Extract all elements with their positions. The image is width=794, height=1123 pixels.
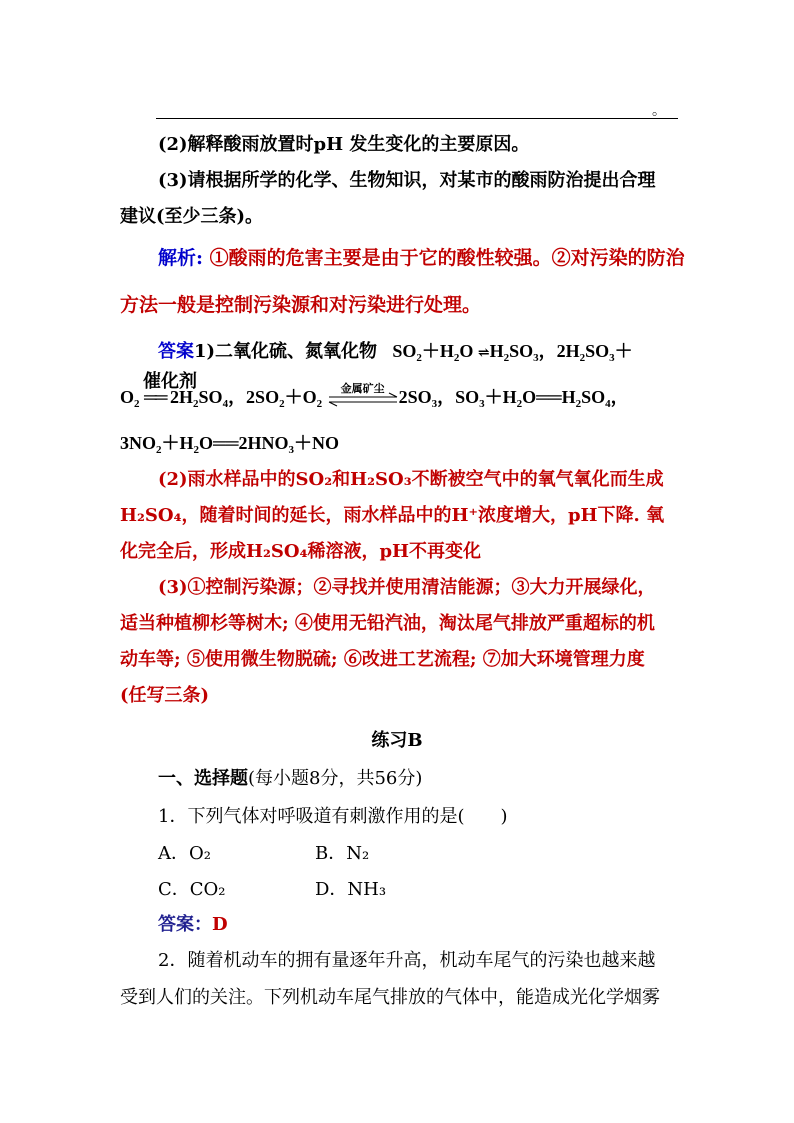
- answer-p2-line1: (2)雨水样品中的SO₂和H₂SO₃不断被空气中的氧气氧化而生成: [158, 469, 664, 490]
- question-2: (2)解释酸雨放置时pH 发生变化的主要原因。: [158, 134, 530, 155]
- header-rule: [156, 118, 678, 119]
- option-a: A．O₂: [158, 843, 211, 864]
- arrow-label: 金属矿尘: [340, 381, 385, 395]
- analysis-text-1: ①酸雨的危害主要是由于它的酸性较强。②对污染的防治: [203, 247, 685, 269]
- analysis-label: 解析:: [158, 247, 204, 269]
- answer-line3: $3NO_2+H_2O══2HNO_3+NO$: [120, 433, 340, 456]
- q2-line2: 受到人们的关注。下列机动车尾气排放的气体中，能造成光化学烟雾: [120, 987, 660, 1008]
- option-c: C．CO₂: [158, 879, 226, 900]
- q1-answer-label: 答案：: [158, 914, 212, 935]
- catalyst-label: 催化剂: [143, 371, 197, 392]
- answer-line2: $O_2$ ══ $2H_2SO_4$，$2SO_2+O_2$ 金属矿尘 $2SO_3$，$SO_3+H_2O══H_2SO_4$，: [120, 384, 680, 417]
- section-heading: [158, 766, 718, 792]
- answer-line1: [158, 338, 718, 371]
- equation-1: $SO_2+H_2O$ $\rightleftharpoons H_2SO_3$，$2H_2SO_3+$: [383, 341, 633, 364]
- analysis-line2: 方法一般是控制污染源和对污染进行处理。: [120, 294, 482, 316]
- answer-p3-line2: 适当种植柳杉等树木; ④使用无铅汽油，淘汰尾气排放严重超标的机: [120, 613, 655, 634]
- answer-p3-line3: 动车等; ⑤使用微生物脱硫; ⑥改进工艺流程; ⑦加大环境管理力度: [120, 649, 645, 670]
- answer-p3-line1: (3)①控制污染源；②寻找并使用清洁能源；③大力开展绿化，: [158, 577, 656, 598]
- answer-line1-text: 1)二氧化硫、氮氧化物: [194, 341, 378, 362]
- section-note: (每小题8分，共56分): [248, 768, 423, 789]
- reversible-arrow: [327, 381, 399, 409]
- q2-line1: 2．随着机动车的拥有量逐年升高，机动车尾气的污染也越来越: [158, 950, 656, 971]
- answer-p2-line3: 化完全后，形成H₂SO₄稀溶液，pH不再变化: [120, 541, 482, 562]
- answer-label: 答案: [158, 341, 194, 362]
- section-label: 一、选择题: [158, 768, 248, 789]
- question-3-line2: 建议(至少三条)。: [120, 206, 264, 227]
- answer-p2-line2: H₂SO₄，随着时间的延长，雨水样品中的H⁺浓度增大，pH下降. 氧: [120, 505, 665, 526]
- header-mark: 。: [652, 103, 666, 119]
- option-b: B．N₂: [315, 843, 370, 864]
- analysis-line1: [158, 245, 718, 271]
- q1-stem: 1．下列气体对呼吸道有刺激作用的是( ): [158, 806, 508, 827]
- practice-title: 练习B: [371, 730, 423, 751]
- q1-answer-value: D: [212, 914, 228, 935]
- answer-p3-line4: (任写三条): [120, 685, 210, 706]
- question-3-line1: (3)请根据所学的化学、生物知识，对某市的酸雨防治提出合理: [158, 170, 656, 191]
- q1-answer: [158, 912, 718, 938]
- option-d: D．NH₃: [315, 879, 387, 900]
